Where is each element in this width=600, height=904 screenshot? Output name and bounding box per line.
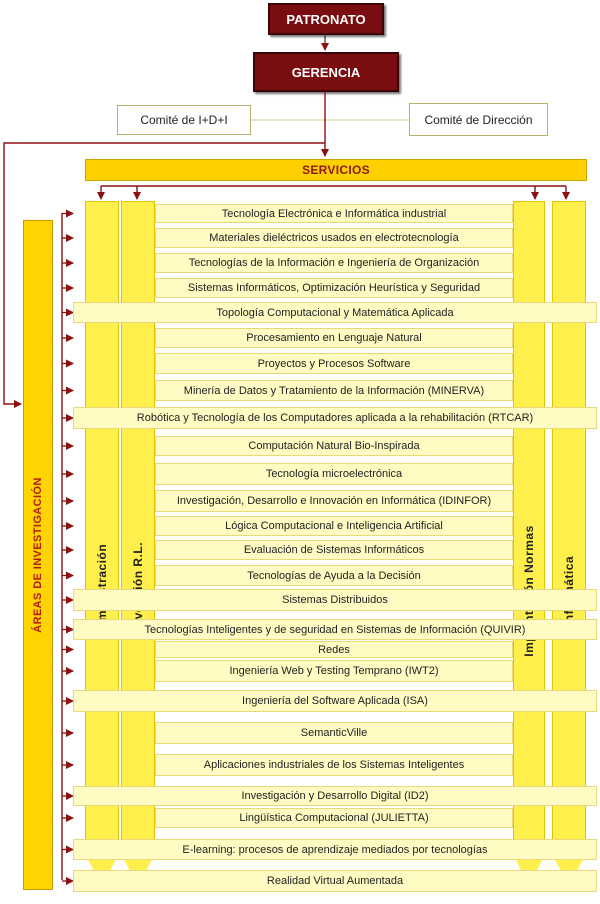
research-area-label: Investigación, Desarrollo e Innovación en Informática (IDINFOR) bbox=[176, 495, 492, 507]
research-area-row bbox=[155, 204, 513, 223]
research-area-label: Ingeniería del Software Aplicada (ISA) bbox=[242, 695, 428, 707]
research-area-label: Realidad Virtual Aumentada bbox=[266, 875, 404, 887]
row-arrow-group bbox=[62, 214, 73, 882]
research-area-label: Materiales dieléctricos usados en electrotecnología bbox=[209, 232, 459, 244]
research-area-label: Lógica Computacional e Inteligencia Artificial bbox=[225, 520, 443, 532]
research-area-row bbox=[73, 302, 597, 323]
gerencia-label: GERENCIA bbox=[291, 64, 361, 80]
research-area-label: Topología Computacional y Matemática Aplicada bbox=[216, 306, 454, 319]
research-area-label: SemanticVille bbox=[300, 727, 368, 739]
research-area-row bbox=[155, 565, 513, 586]
research-area-label: Tecnologías de Ayuda a la Decisión bbox=[247, 569, 421, 582]
research-area-label: Ingeniería Web y Testing Temprano (IWT2) bbox=[229, 665, 439, 677]
comite-direccion-box bbox=[409, 103, 548, 136]
comite-idi-box bbox=[117, 105, 251, 135]
research-area-row bbox=[155, 463, 513, 485]
research-area-label: Tecnología microelectrónica bbox=[265, 468, 403, 480]
research-area-row bbox=[155, 808, 513, 828]
research-area-label: Tecnologías de la Información e Ingeniería de Organización bbox=[188, 257, 480, 269]
research-area-row bbox=[73, 870, 597, 892]
research-area-row bbox=[155, 253, 513, 273]
research-area-label: Tecnologías Inteligentes y de seguridad en Sistemas de Información (QUIVIR) bbox=[144, 623, 526, 636]
research-area-label: Robótica y Tecnología de los Computadores aplicada a la rehabilitación (RTCAR) bbox=[136, 412, 534, 424]
research-area-row bbox=[155, 328, 513, 348]
research-area-row bbox=[73, 839, 597, 860]
research-area-label: Sistemas Informáticos, Optimización Heurística y Seguridad bbox=[187, 282, 481, 294]
research-area-row bbox=[73, 619, 597, 640]
research-area-row bbox=[155, 380, 513, 401]
research-area-row bbox=[155, 722, 513, 744]
research-area-label: Minería de Datos y Tratamiento de la Información (MINERVA) bbox=[183, 384, 485, 397]
research-area-label: Proyectos y Procesos Software bbox=[257, 357, 411, 370]
research-area-label: Aplicaciones industriales de los Sistemas Inteligentes bbox=[203, 759, 465, 771]
research-area-row bbox=[155, 436, 513, 456]
research-area-label: Investigación y Desarrollo Digital (ID2) bbox=[241, 790, 429, 802]
servicios-bar bbox=[85, 159, 587, 181]
comite-direccion-label: Comité de Dirección bbox=[424, 112, 533, 127]
areas-investigacion-bar bbox=[23, 220, 53, 890]
research-area-row bbox=[73, 786, 597, 806]
research-area-row bbox=[155, 228, 513, 248]
research-area-label: Lingüística Computacional (JULIETTA) bbox=[239, 812, 429, 824]
research-area-row bbox=[73, 690, 597, 712]
research-area-row bbox=[73, 589, 597, 611]
comite-idi-label: Comité de I+D+I bbox=[140, 113, 228, 127]
research-area-row bbox=[155, 278, 513, 298]
research-area-row bbox=[155, 540, 513, 560]
research-area-row bbox=[155, 353, 513, 374]
research-area-label: Procesamiento en Lenguaje Natural bbox=[246, 332, 422, 344]
research-area-label: Computación Natural Bio-Inspirada bbox=[248, 440, 420, 452]
research-area-row bbox=[155, 660, 513, 682]
areas-investigacion-label: ÁREAS DE INVESTIGACIÓN bbox=[32, 477, 44, 633]
research-area-label: Sistemas Distribuidos bbox=[282, 594, 388, 606]
research-area-label: E-learning: procesos de aprendizaje mediados por tecnologías bbox=[182, 843, 488, 856]
research-area-row bbox=[155, 641, 513, 658]
research-area-label: Redes bbox=[318, 643, 350, 656]
research-area-row bbox=[73, 407, 597, 429]
servicios-label: SERVICIOS bbox=[302, 163, 370, 177]
patronato-label: PATRONATO bbox=[286, 11, 366, 27]
research-area-row bbox=[155, 490, 513, 512]
research-area-label: Evaluación de Sistemas Informáticos bbox=[243, 544, 425, 556]
research-area-row bbox=[155, 754, 513, 776]
research-area-row bbox=[155, 516, 513, 536]
research-area-label: Tecnología Electrónica e Informática industrial bbox=[221, 207, 447, 220]
